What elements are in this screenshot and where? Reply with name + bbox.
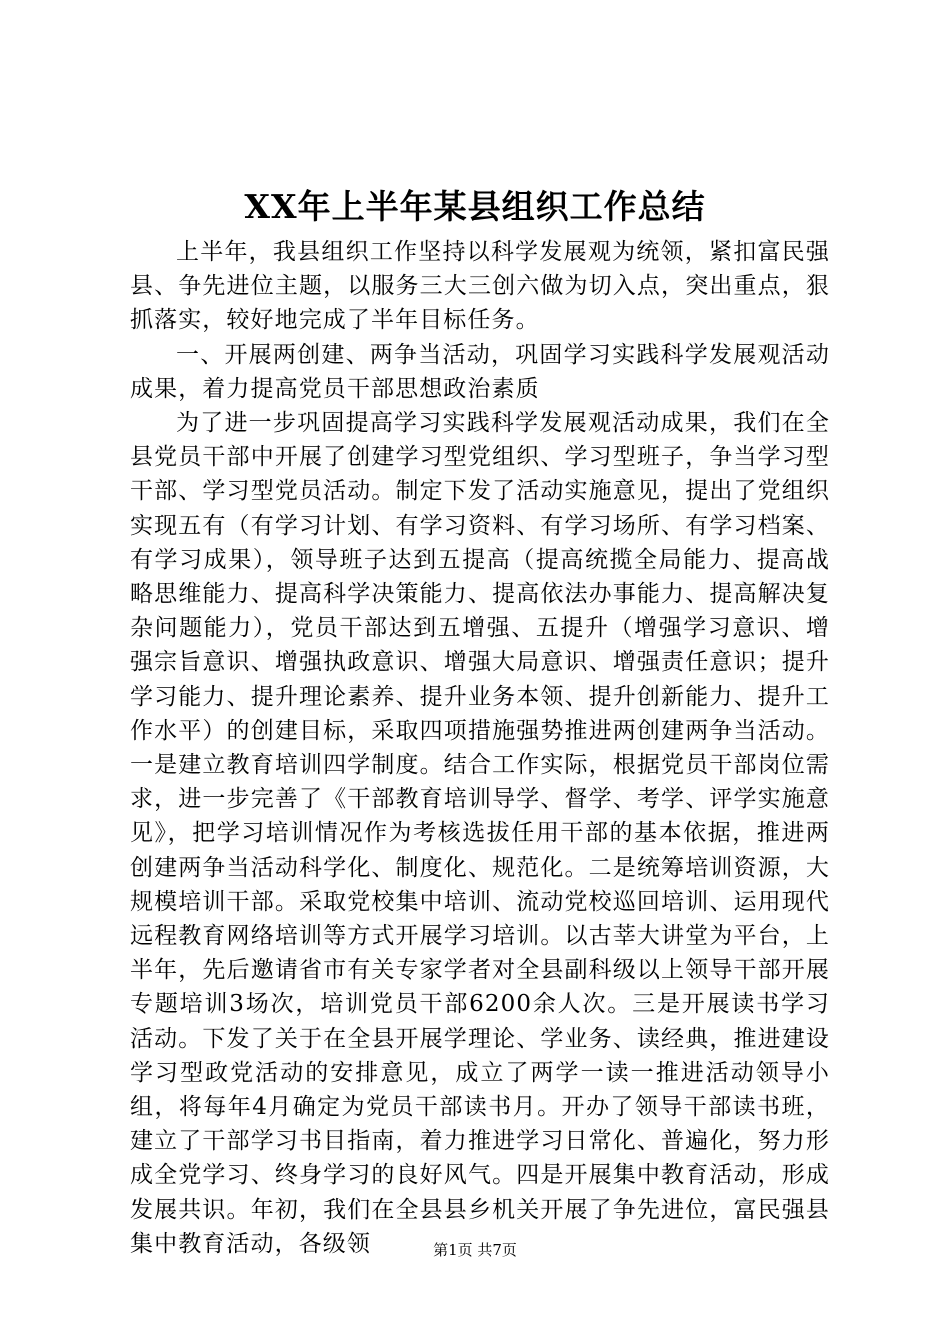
- document-body: [130, 235, 830, 1261]
- paragraph-intro: 上半年，我县组织工作坚持以科学发展观为统领，紧扣富民强县、争先进位主题，以服务三大三创六做为切入点，突出重点，狠抓落实，较好地完成了半年目标任务。: [130, 239, 830, 334]
- paragraph-section-1: 为了进一步巩固提高学习实践科学发展观活动成果，我们在全县党员干部中开展了创建学习型党组织、学习型班子，争当学习型干部、学习型党员活动。制定下发了活动实施意见，提出了党组织实现五有（有学习计划、有学习资料、有学习场所、有学习档案、有学习成果），领导班子达到五提高（提高统揽全局能力、提高战略思维能力、提高科学决策能力、提高依法办事能力、提高解决复杂问题能力），党员干部达到五增强、五提升（增强学习意识、增强宗旨意识、增强执政意识、增强大局意识、增强责任意识；提升学习能力、提升理论素养、提升业务本领、提升创新能力、提升工作水平）的创建目标，采取四项措施强势推进两创建两争当活动。一是建立教育培训四学制度。结合工作实际，根据党员干部岗位需求，进一步完善了《干部教育培训导学、督学、考学、评学实施意见》，把学习培训情况作为考核选拔任用干部的基本依据，推进两创建两争当活动科学化、制度化、规范化。二是统筹培训资源，大规模培训干部。采取党校集中培训、流动党校巡回培训、运用现代远程教育网络培训等方式开展学习培训。以古莘大讲堂为平台，上半年，先后邀请省市有关专家学者对全县副科级以上领导干部开展专题培训3场次，培训党员干部6200余人次。三是开展读书学习活动。下发了关于在全县开展学理论、学业务、读经典，推进建设学习型政党活动的安排意见，成立了两学一读一推进活动领导小组，将每年4月确定为党员干部读书月。开办了领导干部读书班，建立了干部学习书目指南，着力推进学习日常化、普遍化，努力形成全党学习、终身学习的良好风气。四是开展集中教育活动，形成发展共识。年初，我们在全县县乡机关开展了争先进位，富民强县集中教育活动，各级领: [130, 410, 830, 1257]
- document-title: XX年上半年某县组织工作总结: [244, 187, 706, 226]
- section-heading-1: 一、开展两创建、两争当活动，巩固学习实践科学发展观活动成果，着力提高党员干部思想政治素质: [130, 341, 830, 402]
- page-footer: 第1页 共7页: [433, 1241, 517, 1259]
